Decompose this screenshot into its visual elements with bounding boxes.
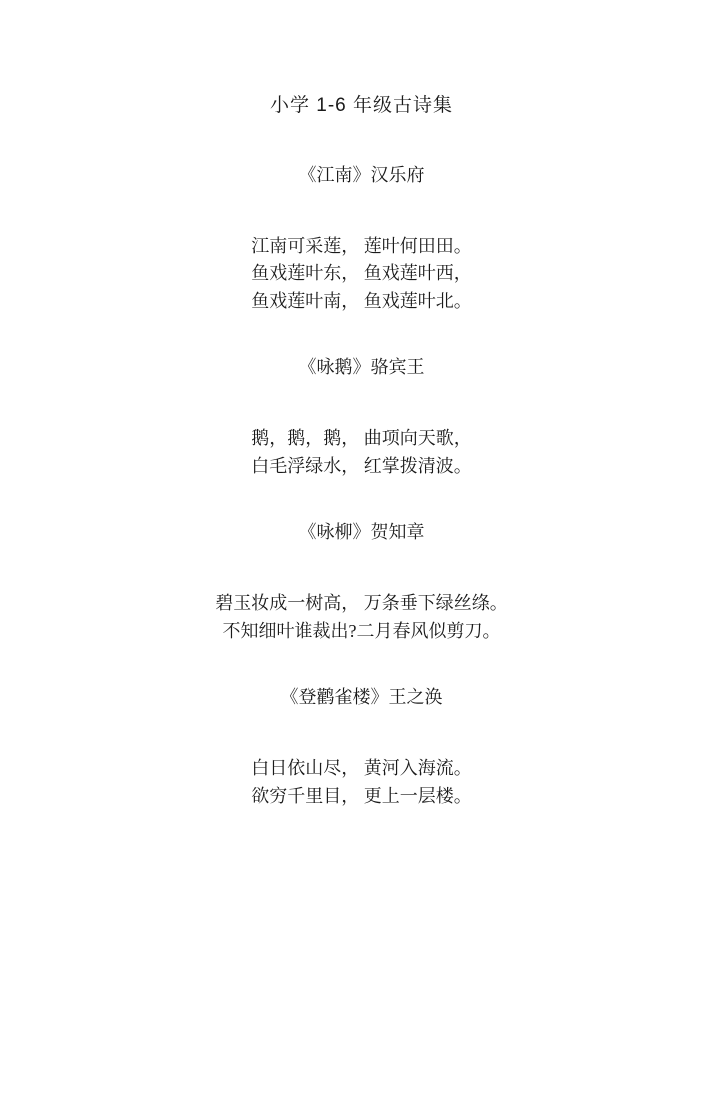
poem-line: 鱼戏莲叶东， 鱼戏莲叶西， <box>251 263 472 284</box>
poem-line: 鹅，鹅，鹅， 曲项向天歌， <box>251 428 472 449</box>
poem-line: 江南可采莲， 莲叶何田田。 <box>251 235 472 256</box>
poem-jiangnan <box>60 162 663 317</box>
poem-line: 欲穷千里目， 更上一层楼。 <box>251 785 472 806</box>
poem-heading: 《咏鹅》骆宾王 <box>298 357 425 378</box>
poem-line: 鱼戏莲叶南， 鱼戏莲叶北。 <box>251 291 472 312</box>
spacer <box>60 481 663 519</box>
poem-line: 不知细叶谁裁出?二月春风似剪刀。 <box>222 620 501 641</box>
poem-heading: 《江南》汉乐府 <box>298 164 425 185</box>
spacer <box>60 546 663 590</box>
spacer <box>60 711 663 755</box>
poem-heading: 《登鹳雀楼》王之涣 <box>280 686 443 707</box>
poem-line: 白日依山尽， 黄河入海流。 <box>251 757 472 778</box>
page-title: 小学 1-6 年级古诗集 <box>269 95 454 116</box>
spacer <box>60 189 663 233</box>
poem-yongliu <box>60 519 663 646</box>
document-page <box>0 93 723 1117</box>
poem-yonge <box>60 354 663 481</box>
poem-line: 碧玉妆成一树高， 万条垂下绿丝绦。 <box>215 593 508 614</box>
poem-heading: 《咏柳》贺知章 <box>298 522 425 543</box>
spacer <box>60 381 663 425</box>
poem-line: 白毛浮绿水， 红掌拨清波。 <box>251 456 472 477</box>
spacer <box>60 316 663 354</box>
poem-denggueqiaolou <box>60 684 663 811</box>
spacer <box>60 120 663 162</box>
spacer <box>60 646 663 684</box>
